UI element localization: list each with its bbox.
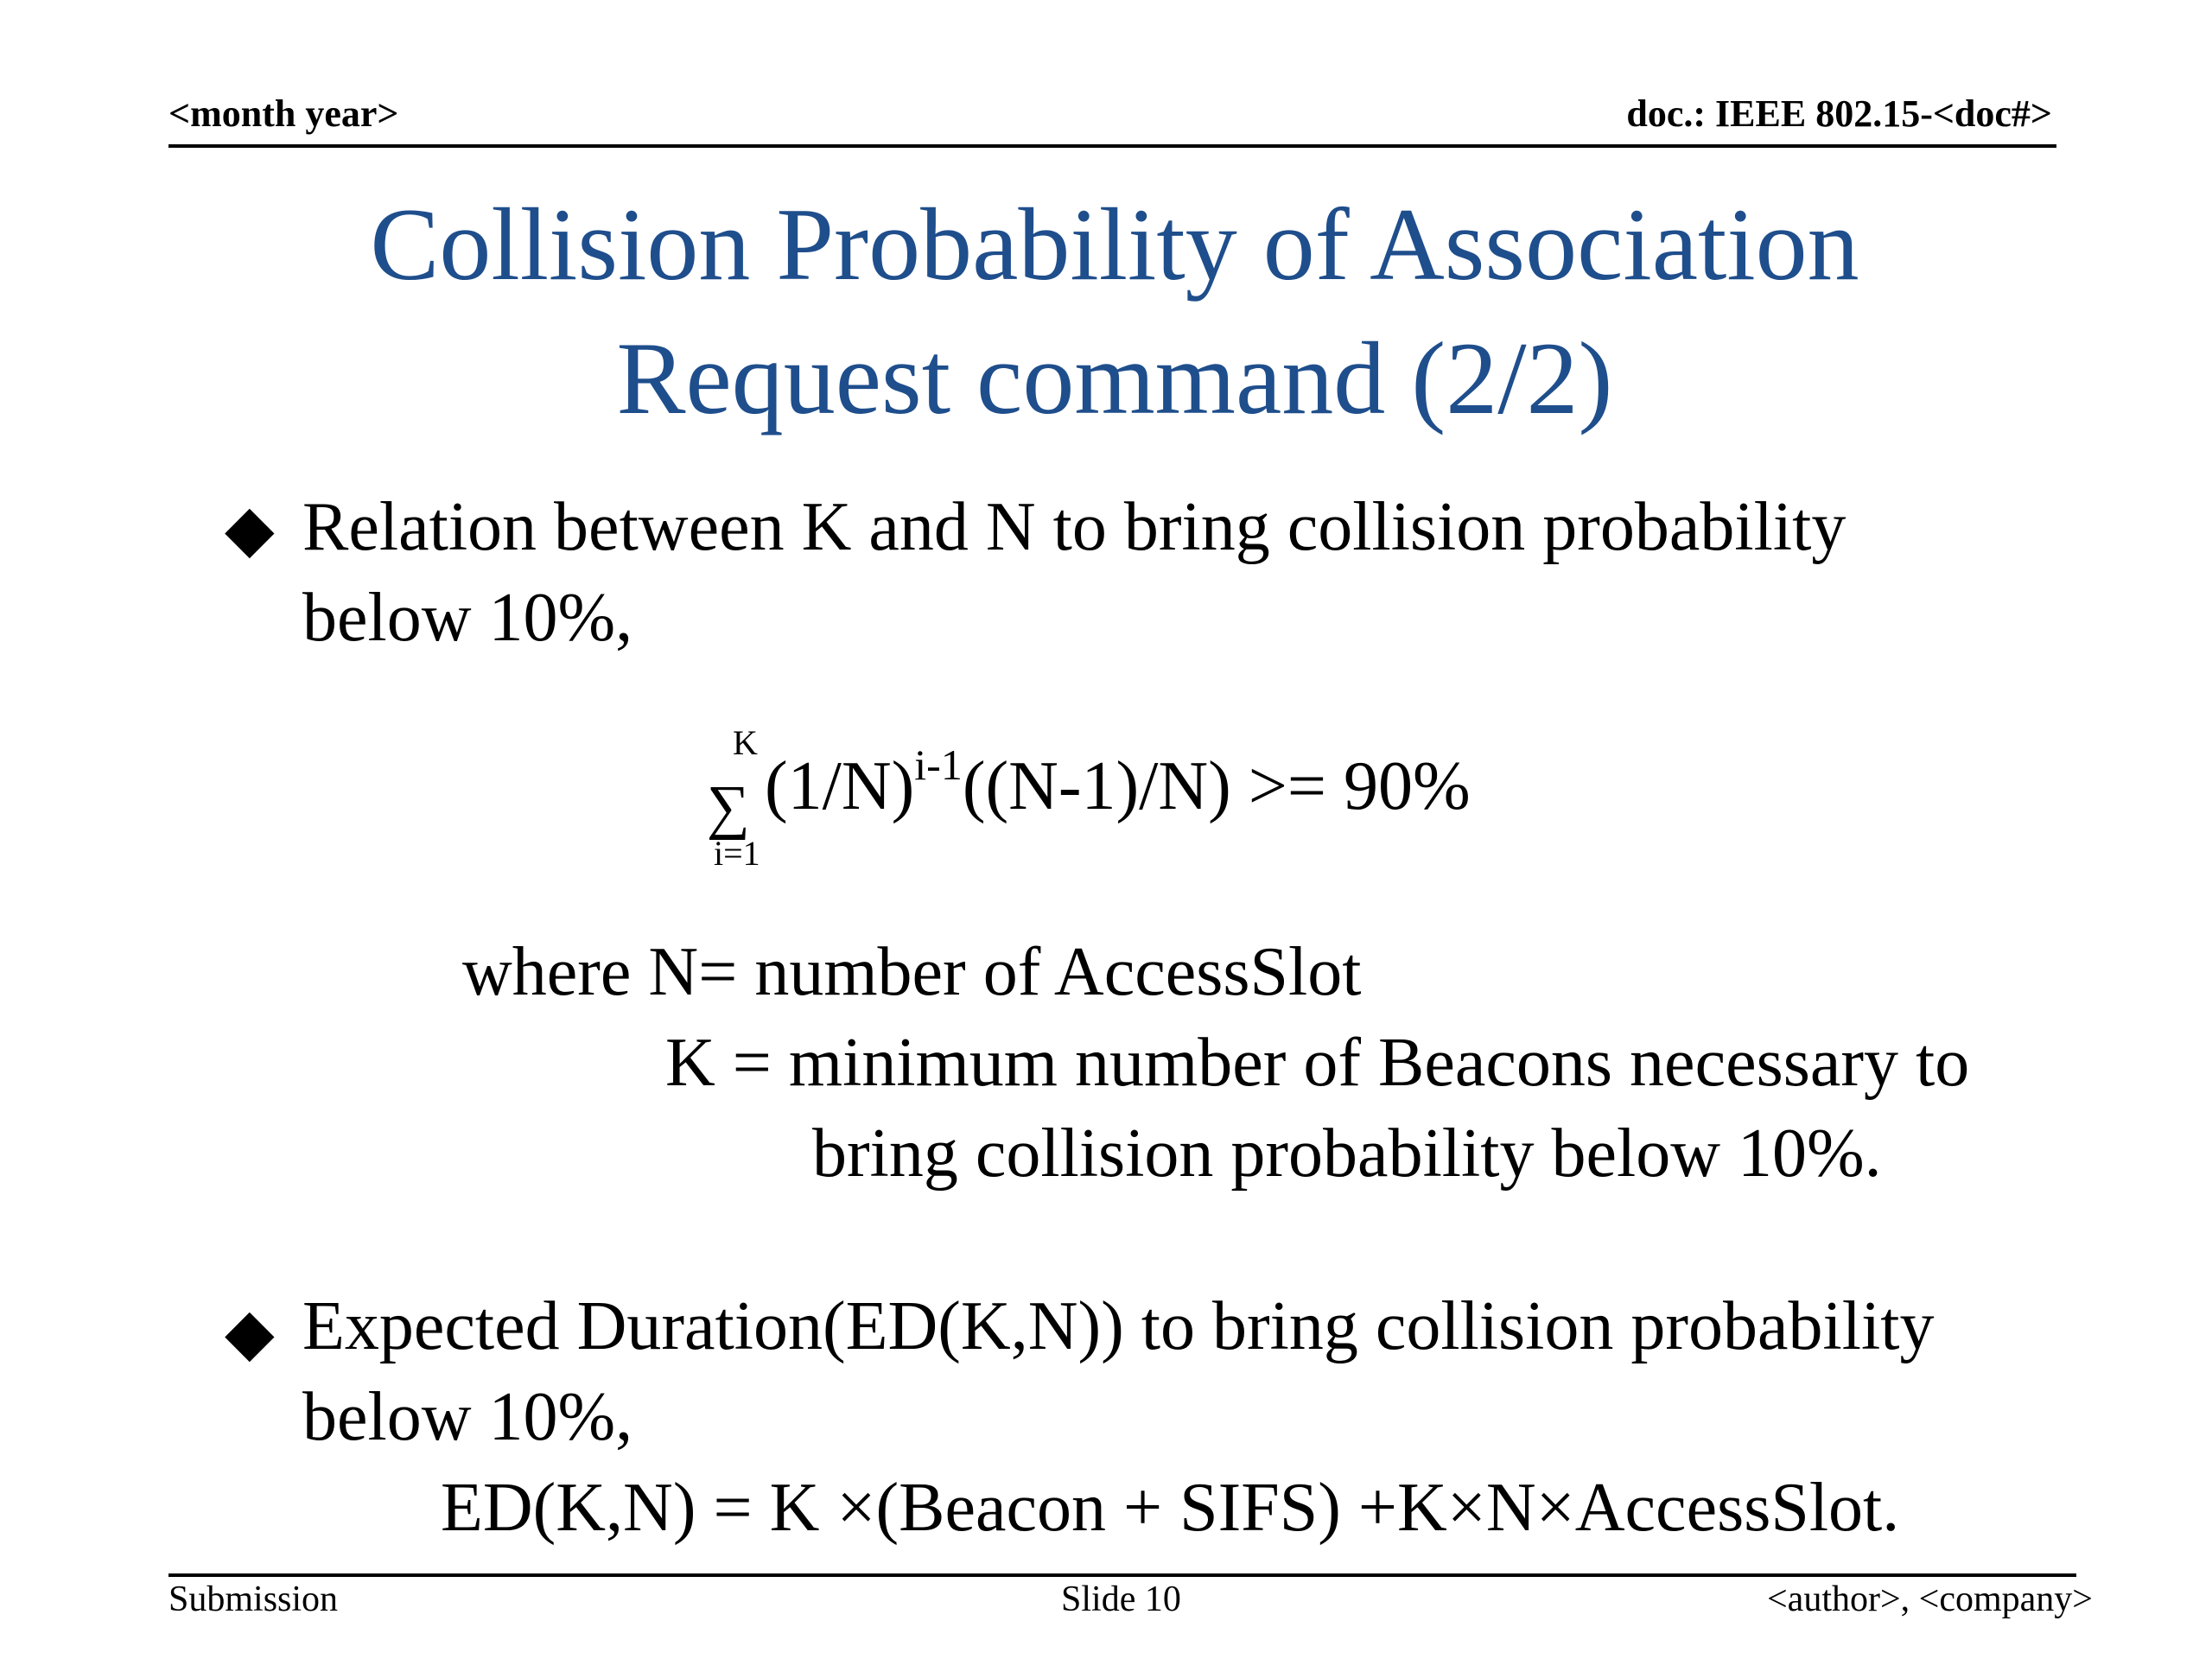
bullet-1-line-2: below 10%,	[302, 580, 633, 656]
header-divider	[168, 144, 2056, 148]
diamond-bullet-icon: ◆	[225, 1297, 275, 1369]
formula-expression	[765, 741, 1471, 824]
bullet-2-line-2: below 10%,	[302, 1379, 633, 1455]
footer-divider	[168, 1573, 2076, 1577]
bullet-1-line-1: Relation between K and N to bring collision probability	[302, 489, 1847, 565]
sum-lower-limit: i=1	[714, 834, 760, 873]
expected-duration-equation: ED(K,N) = K ×(Beacon + SIFS) +K×N×AccessSlot.	[441, 1470, 1900, 1546]
header-date: <month year>	[168, 92, 399, 135]
title-line-2: Request command (2/2)	[616, 321, 1613, 435]
definition-k-continued: bring collision probability below 10%.	[812, 1116, 1882, 1192]
sum-upper-limit: K	[733, 723, 758, 762]
bullet-2-line-1: Expected Duration(ED(K,N)) to bring collision probability	[302, 1288, 1935, 1364]
diamond-bullet-icon: ◆	[225, 493, 275, 565]
title-line-1: Collision Probability of Association	[370, 187, 1859, 302]
definition-k: K = minimum number of Beacons necessary to	[665, 1025, 1970, 1101]
sigma-icon: ∑	[707, 774, 750, 841]
slide-number: Slide 10	[1061, 1580, 1181, 1619]
slide-title	[0, 177, 2212, 445]
formula-rest: ((N-1)/N) >= 90%	[962, 748, 1471, 824]
formula-base: (1/N)	[765, 748, 915, 824]
header-doc-number: doc.: IEEE 802.15-<doc#>	[1626, 92, 2052, 135]
formula-exponent: i-1	[914, 741, 963, 789]
footer-author: <author>, <company>	[1767, 1580, 2093, 1619]
footer-submission: Submission	[168, 1580, 339, 1619]
summation-formula	[707, 723, 1571, 881]
definition-n: where N= number of AccessSlot	[462, 934, 1362, 1010]
